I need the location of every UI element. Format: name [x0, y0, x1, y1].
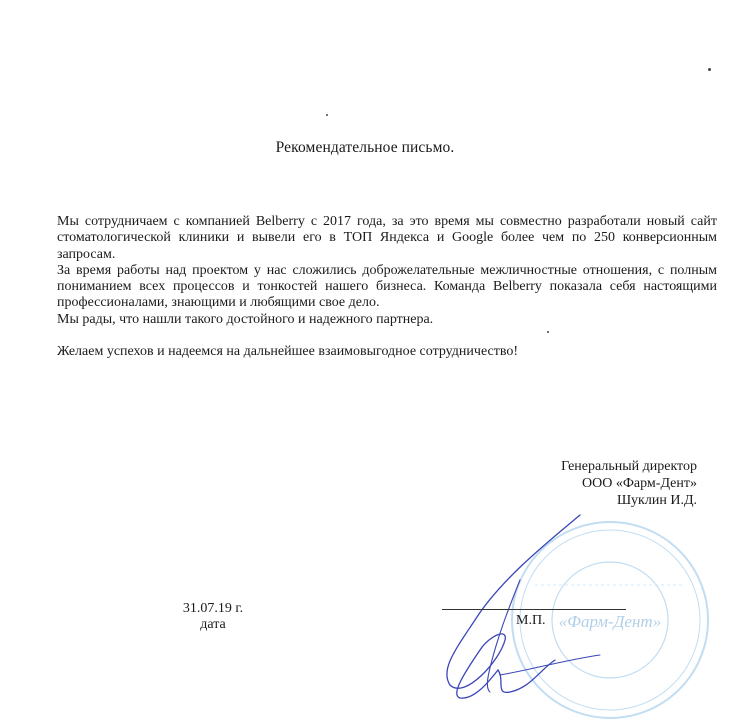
signer-company: ООО «Фарм-Дент»	[582, 476, 697, 491]
signature-block	[561, 458, 697, 509]
handwritten-signature-icon	[380, 510, 620, 710]
paragraph-cooperation: Мы сотрудничаем с компанией Belberry с 2017 года, за это время мы совместно разработали новый сайт стоматологической клиники и вывели его в ТОП Яндекса и Google более чем по 250 конверсионным запросам.	[57, 214, 717, 262]
stamp-signature-line	[442, 609, 626, 610]
paragraph-wishes: Желаем успехов и надеемся на дальнейшее взаимовыгодное сотрудничество!	[57, 344, 519, 360]
stamp-text: «Фарм-Дент»	[558, 612, 662, 631]
signer-position: Генеральный директор	[561, 459, 697, 474]
date-block	[150, 601, 276, 633]
paragraph-relationship: За время работы над проектом у нас сложились доброжелательные межличностные отношения, с полным пониманием всех процессов и тонкостей нашего бизнеса. Команда Belberry показала себя настоящими профессионалами, знающими и любящими свое дело.	[57, 262, 717, 311]
scan-speck	[708, 68, 711, 71]
date-value: 31.07.19 г.	[182, 601, 244, 616]
paragraph-partner: Мы рады, что нашли такого достойного и надежного партнера.	[57, 311, 434, 327]
letter-body	[57, 214, 717, 360]
signer-name: Шуклин И.Д.	[616, 493, 697, 508]
stamp-place-label: М.П.	[516, 613, 546, 628]
paragraph-spacer	[57, 328, 717, 344]
date-label: дата	[200, 617, 226, 632]
scan-speck	[326, 114, 328, 116]
letter-title: Рекомендательное письмо.	[275, 139, 455, 156]
